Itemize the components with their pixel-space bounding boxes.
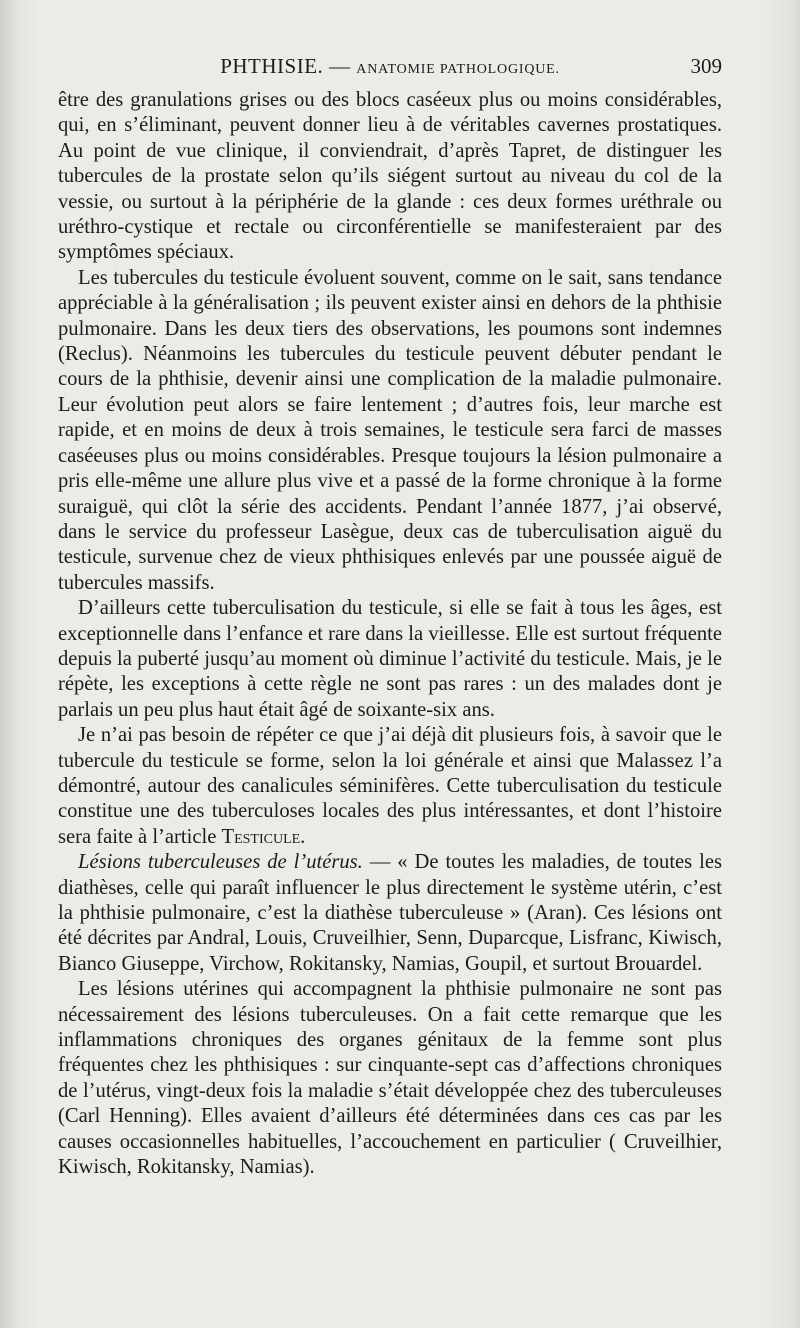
paragraph-3: D’ailleurs cette tuberculisation du testicule, si elle se fait à tous les âges, est exceptionnelle dans l’enfance et rare dans la vieillesse. Elle est surtout fréquente depuis la puberté jusqu’au moment où diminue l’activité du testicule. Mais, je le répète, les exceptions à cette règle ne sont pas rares : un des malades dont je parlais un peu plus haut était âgé de soixante-six ans. <box>58 597 722 721</box>
section-heading: Lésions tuberculeuses de l’utérus. <box>78 851 363 874</box>
running-title-sub: ANATOMIE PATHOLOGIQUE. <box>356 62 560 77</box>
paragraph-5-text: — « De toutes les maladies, de toutes les diathèses, celle qui paraît influencer le plus directement le système utérin, c’est la phthisie pulmonaire, c’est la diathèse tuberculeuse » (Aran). Ces lésions ont été décrites par Andral, Louis, Cruveilhier, Senn, Duparcque, Lisfranc, Kiwisch, Bianco Giuseppe, Virchow, Rokitansky, Namias, Goupil, et surtout Brouardel. <box>58 851 722 975</box>
paragraph-6: Les lésions utérines qui accompagnent la phthisie pulmonaire ne sont pas nécessairement des lésions tuberculeuses. On a fait cette remarque que les inflammations chroniques des organes génitaux de la femme sont plus fréquentes chez les phthisiques : sur cinquante-sept cas d’affections chroniques de l’utérus, vingt-deux fois la maladie s’était développée chez des tuberculeuses (Carl Henning). Elles avaient d’ailleurs été déterminées dans ces cas par les causes occasionnelles habituelles, l’accouchement en particulier ( Cruveilhier, Kiwisch, Rokitansky, Namias). <box>58 978 722 1179</box>
running-title <box>58 54 722 79</box>
paragraph-5 <box>58 850 722 977</box>
paragraph-4 <box>58 723 722 850</box>
cross-reference: Testicule. <box>221 825 306 848</box>
paragraph-2: Les tubercules du testicule évoluent souvent, comme on le sait, sans tendance appréciable à la généralisation ; ils peuvent exister ainsi en dehors de la phthisie pulmonaire. Dans les deux tiers des observations, les poumons sont indemnes (Reclus). Néanmoins les tubercules du testicule peuvent débuter pendant le cours de la phthisie, devenir ainsi une complication de la maladie pulmonaire. Leur évolution peut alors se faire lentement ; d’autres fois, leur marche est rapide, et en moins de deux à trois semaines, le testicule sera farci de masses caséeuses plus ou moins considérables. Presque toujours la lésion pulmonaire a pris elle-même une allure plus vive et a passé de la forme chronique à la forme suraiguë, qui clôt la série des accidents. Pendant l’année 1877, j’ai observé, dans le service du professeur Lasègue, deux cas de tuberculisation aiguë du testicule, survenue chez de vieux phthisiques enlevés par une poussée aiguë de tubercules massifs. <box>58 266 722 594</box>
running-header <box>58 54 722 82</box>
paragraph-4-text: Je n’ai pas besoin de répéter ce que j’ai déjà dit plusieurs fois, à savoir que le tubercule du testicule se forme, selon la loi générale et ainsi que Malassez l’a démontré, autour des canalicules séminifères. Cette tuberculisation du testicule constitue une des tuberculoses locales des plus intéressantes, et dont l’histoire sera faite à l’article <box>58 724 722 848</box>
paragraph-1: être des granulations grises ou des blocs caséeux plus ou moins considérables, qui, en s’éliminant, peuvent donner lieu à de véritables cavernes prostatiques. Au point de vue clinique, il conviendrait, d’après Tapret, de distinguer les tubercules de la prostate selon qu’ils siégent surtout au niveau du col de la vessie, ou surtout à la périphérie de la glande : ces deux formes uréthrale ou uréthro-cystique et rectale ou circonférentielle se manifesteraient par des symptômes spéciaux. <box>58 89 722 264</box>
page-number: 309 <box>690 54 722 78</box>
running-title-main: PHTHISIE. — <box>220 54 357 78</box>
body-text <box>58 88 722 1180</box>
